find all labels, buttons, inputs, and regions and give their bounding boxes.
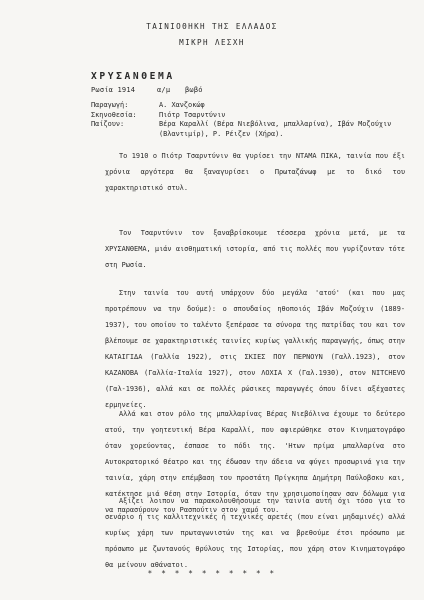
film-country-year: Ρωσία 1914 [91,86,136,94]
credit-label: Σκηνοθεσία: [91,110,137,119]
credit-cast [91,120,419,139]
film-meta [91,86,203,94]
paragraph: Αξίζει λοιπον να παρακολουθήσουμε την ταινία αυτή όχι τόσο για το σενάριο ή τις καλλιτεχνικές ή τεχνικές αρετές (που είναι μηδαμινές) αλλά κυρίως χάρη των πρωταγωνιστών της και να βρεθούμε έτσι πρόσωπο με πρόσωπο με ζωντανούς θρύλους της Ιστορίας, που χάρη στον Κινηματογράφο θα μείνουν αθάνατοι. [105,497,405,569]
credit-value: Α. Χανζοκώφ [159,101,205,109]
film-format: α/μ [157,86,171,94]
credit-value: Βέρα Καραλλί (Βέρα Νιεβόλινα, μπαλλαρίνα), Ιβάν Μοζούχιν (Βλαντιμίρ), Ρ. Ρέιζεν (Χήρα). [159,120,392,138]
paragraph: Τον Τσαρντύνιν τον ξαναβρίσκουμε τέσσερα χρόνια μετά, με τα ΧΡΥΣΑΝΘΕΜΑ, μιάν αισθηματική ιστορία, από τις πολλές που γυρίζονταν τότε στη Ρωσία. [105,229,405,269]
end-stars: * * * * * * * * * * [147,569,277,578]
credit-value: Πιότρ Τσαρντύνιν [159,110,226,119]
credit-direction [91,111,419,121]
film-title: ΧΡΥΣΑΝΘΕΜΑ [91,71,175,82]
credits-block [91,101,419,139]
paragraph: Το 1910 ο Πιότρ Τσαρντύνιν θα γυρίσει την ΝΤΑΜΑ ΠΙΚΑ, ταινία που έξι χρόνια αργότερα θα ξαναγυρίσει ο Πρωταζάνωφ με το δικό του χαρακτηριστικό στυλ. [105,152,405,192]
paragraph: Αλλά και στον ρόλο της μπαλλαρίνας Βέρας Νιεβόλινα έχουμε το δεύτερο ατού, την γοητευτική Βέρα Καραλλί, που αφιερώθηκε στον Κινηματογράφο όταν χορεύοντας, έσπασε το πόδι της. 'Ητων πρίμα μπαλλαρίνα στο Αυτοκρατορικό Θέατρο και της έδωσαν την άδεια να φύγει προσωρινά για την ταινία, χάρη στην επέμβαση του προστάτη Πρίγκηπα Δημήτρη Παύλοβσκυ και, κατέκτησε μιά θέση στην Ιστορία, όταν την χρησιμοποίησαν σαν δόλωμα για να παρασύρουν τον Ρασπούτιν στον χαμό του. [105,410,405,514]
credit-label: Παίζουν: [91,120,125,129]
club-name: ΜΙΚΡΗ ΛΕΣΧΗ [179,38,245,47]
credit-production [91,101,419,111]
paragraph: Στην ταινία του αυτή υπάρχουν δύο μεγάλα 'ατού' (και που μας προτρέπουν να την δούμε): ο σπουδαίος ηθοποιός Ιβάν Μοζούχιν (1889-1937), του οποίου το ταλέντο ξεπέρασε τα σύνορα της πατρίδας του και τον βλέπουμε σε χαρακτηριστικές ταινίες κυρίως γαλλικής παραγωγής, όπως στην ΚΑΤΑΙΓΙΔΑ (Γαλλία 1922), στις ΣΚΙΕΣ ΠΟΥ ΠΕΡΝΟΥΝ (Γαλλ.1923), στον ΚΑΖΑΝΟΒΑ (Γαλλία-Ιταλία 1927), στον ΛΟΧΙΑ Χ (Γαλ.1930), στον NITCHEVO (Γαλ-1936), αλλά και σε πολλές ρώσικες παραγωγές όπου δίνει αξέχαστες ερμηνείες. [105,289,405,409]
credit-label: Παραγωγή: [91,101,129,109]
archive-name: ΤΑΙΝΙΟΘΗΚΗ ΤΗΣ ΕΛΛΑΔΟΣ [146,22,278,31]
film-type: βωβό [185,86,203,94]
